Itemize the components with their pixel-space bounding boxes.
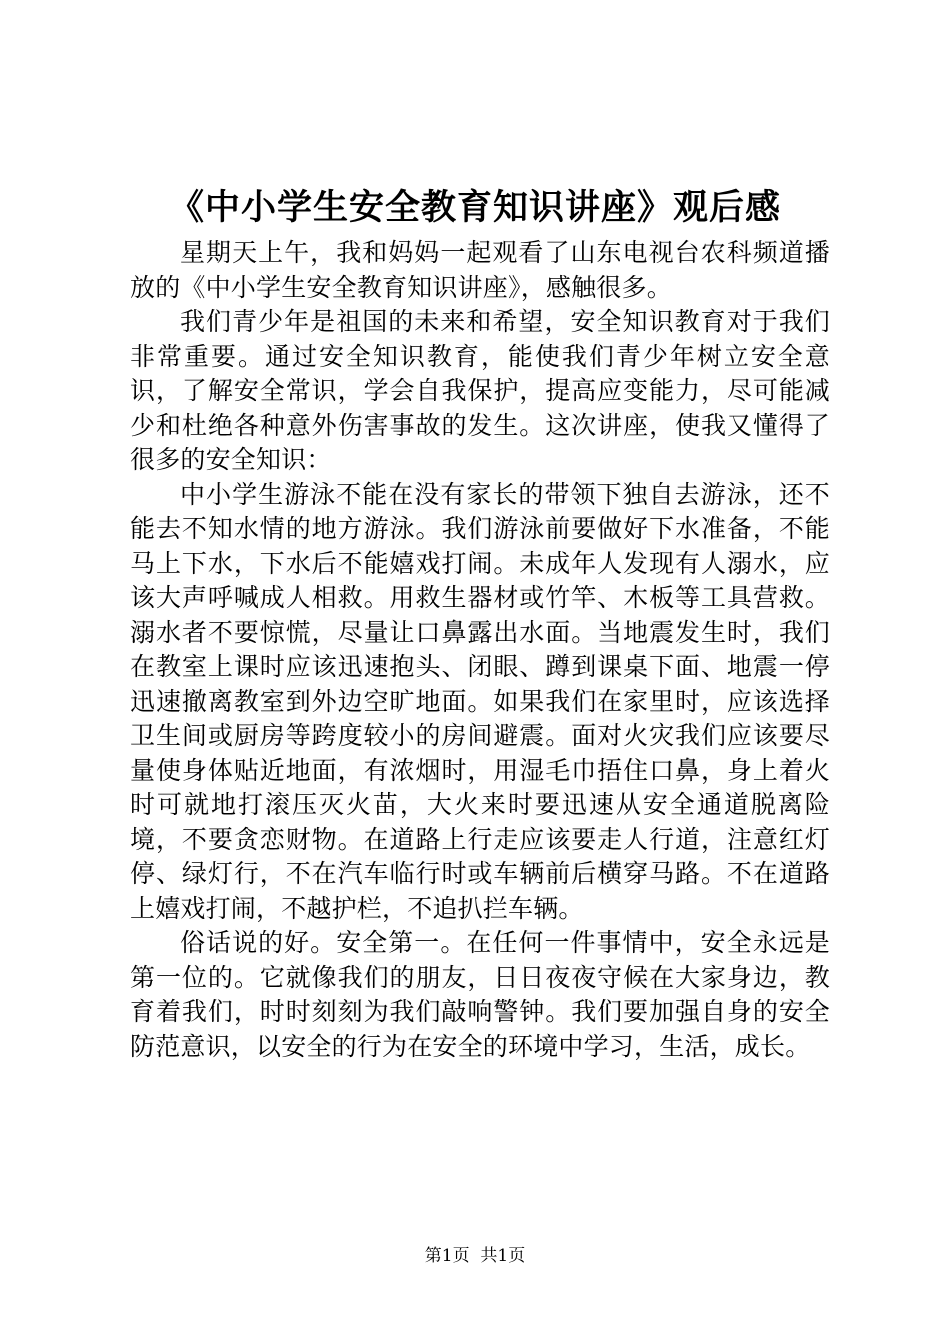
- page-number: 第1页: [424, 1246, 470, 1266]
- document-body: [130, 236, 830, 1064]
- paragraph-4: 俗话说的好。安全第一。在任何一件事情中，安全永远是第一位的。它就像我们的朋友，日日夜夜守候在大家身边，教育着我们，时时刻刻为我们敲响警钟。我们要加强自身的安全防范意识，以安全的行为在安全的环境中学习，生活，成长。: [130, 928, 830, 1061]
- page-total: 共1页: [480, 1246, 526, 1266]
- paragraph-2: 我们青少年是祖国的未来和希望，安全知识教育对于我们非常重要。通过安全知识教育，能使我们青少年树立安全意识，了解安全常识，学会自我保护，提高应变能力，尽可能减少和杜绝各种意外伤害事故的发生。这次讲座，使我又懂得了很多的安全知识：: [130, 307, 830, 474]
- paragraph-1: 星期天上午，我和妈妈一起观看了山东电视台农科频道播放的《中小学生安全教育知识讲座》，感触很多。: [130, 238, 830, 302]
- page-footer: [0, 1245, 950, 1267]
- document-title: 《中小学生安全教育知识讲座》观后感: [168, 187, 781, 228]
- paragraph-3: 中小学生游泳不能在没有家长的带领下独自去游泳，还不能去不知水情的地方游泳。我们游泳前要做好下水准备，不能马上下水，下水后不能嬉戏打闹。未成年人发现有人溺水，应该大声呼喊成人相救。用救生器材或竹竿、木板等工具营救。溺水者不要惊慌，尽量让口鼻露出水面。当地震发生时，我们在教室上课时应该迅速抱头、闭眼、蹲到课桌下面、地震一停迅速撤离教室到外边空旷地面。如果我们在家里时，应该选择卫生间或厨房等跨度较小的房间避震。面对火灾我们应该要尽量使身体贴近地面，有浓烟时，用湿毛巾捂住口鼻，身上着火时可就地打滚压灭火苗，大火来时要迅速从安全通道脱离险境，不要贪恋财物。在道路上行走应该要走人行道，注意红灯停、绿灯行，不在汽车临行时或车辆前后横穿马路。不在道路上嬉戏打闹，不越护栏，不追扒拦车辆。: [130, 479, 830, 923]
